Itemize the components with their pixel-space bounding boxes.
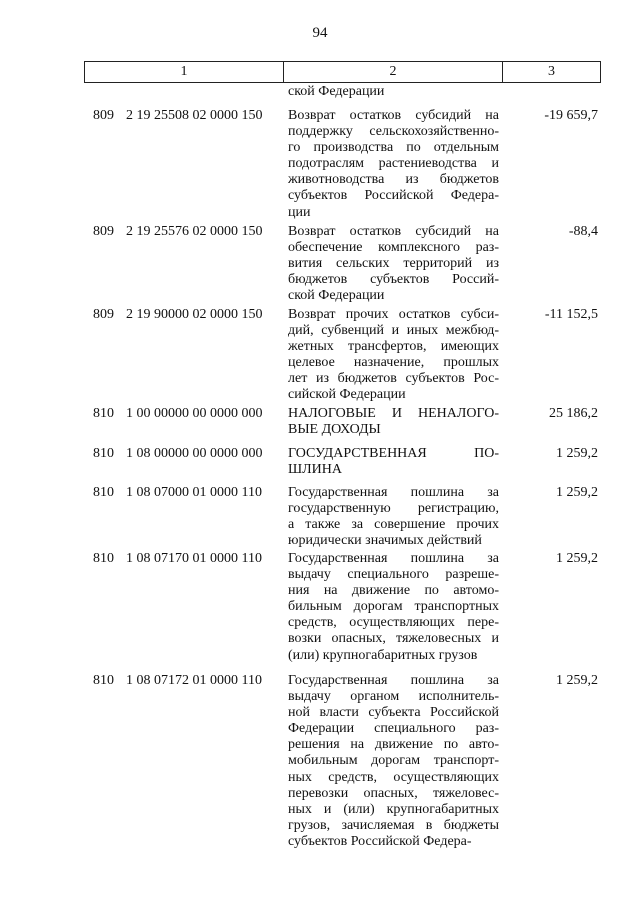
income-description (288, 108, 499, 221)
continuation-text (288, 84, 499, 100)
description-line: возки опасных, тяжеловесных и (288, 631, 499, 647)
description-line: Возврат остатков субсидий на (288, 108, 499, 123)
description-line: обеспечение комплексного раз- (288, 240, 499, 256)
income-description (288, 551, 499, 664)
description-line: сийской Федерации (288, 387, 406, 403)
income-description (288, 673, 499, 850)
income-description (288, 406, 499, 438)
description-line: ской Федерации (288, 288, 385, 304)
amount: -19 659,7 (544, 108, 598, 123)
header-col-2: 2 (284, 62, 503, 82)
budget-classification-code: 2 19 90000 02 0000 150 (126, 307, 263, 322)
description-line: а также за совершение прочих (288, 517, 499, 533)
description-line: вития сельских территорий из (288, 256, 499, 272)
admin-code: 810 (93, 551, 114, 566)
description-line: мобильным дорогам транспорт- (288, 753, 499, 769)
description-line: Государственная пошлина за (288, 551, 499, 566)
admin-code: 810 (93, 446, 114, 461)
budget-classification-code: 1 08 00000 00 0000 000 (126, 446, 263, 461)
budget-classification-code: 1 08 07000 01 0000 110 (126, 485, 262, 500)
description-line: ной власти субъекта Российской (288, 705, 499, 721)
description-line: ГОСУДАРСТВЕННАЯ ПО- (288, 446, 499, 461)
admin-code: 810 (93, 673, 114, 688)
description-line: дий, субвенций и иных межбюд- (288, 323, 499, 339)
income-description (288, 307, 499, 404)
table-header (84, 61, 601, 83)
description-line: Возврат прочих остатков субси- (288, 307, 499, 322)
description-line: выдачу органом исполнитель- (288, 689, 499, 705)
income-description (288, 485, 499, 549)
admin-code: 809 (93, 224, 114, 239)
description-line: жетных трансфертов, имеющих (288, 339, 499, 355)
amount: 1 259,2 (556, 485, 598, 500)
description-line: юридически значимых действий (288, 533, 482, 549)
description-line: государственную регистрацию, (288, 501, 499, 517)
amount: 1 259,2 (556, 673, 598, 688)
description-line: субъектов Российской Федера- (288, 833, 472, 849)
description-line: Государственная пошлина за (288, 673, 499, 688)
description-line: Государственная пошлина за (288, 485, 499, 500)
amount: 1 259,2 (556, 551, 598, 566)
description-line: выдачу специального разреше- (288, 567, 499, 583)
header-col-3: 3 (548, 64, 555, 79)
description-line: ных и (или) крупногабаритных (288, 801, 499, 817)
description-line: поддержку сельскохозяйственно- (288, 124, 499, 140)
budget-classification-code: 1 00 00000 00 0000 000 (126, 406, 263, 421)
budget-classification-code: 2 19 25508 02 0000 150 (126, 108, 263, 123)
amount: -88,4 (568, 224, 598, 239)
budget-classification-code: 2 19 25576 02 0000 150 (126, 224, 263, 239)
description-line: Федерации специального раз- (288, 721, 499, 737)
description-line: грузов, зачисляемая в бюджеты (288, 817, 499, 833)
admin-code: 810 (93, 485, 114, 500)
description-line: средств, осуществляющих пере- (288, 615, 499, 631)
description-line: лет из бюджетов субъектов Рос- (288, 371, 499, 387)
admin-code: 809 (93, 307, 114, 322)
description-line: подотраслям растениеводства и (288, 156, 499, 172)
description-line: (или) крупногабаритных грузов (288, 647, 478, 663)
amount: -11 152,5 (544, 307, 598, 322)
header-col-1: 1 (85, 62, 284, 82)
description-line: решения на движение по авто- (288, 737, 499, 753)
admin-code: 810 (93, 406, 114, 421)
amount: 1 259,2 (556, 446, 598, 461)
description-line: бюджетов субъектов Россий- (288, 272, 499, 288)
description-line: ВЫЕ ДОХОДЫ (288, 422, 381, 438)
budget-classification-code: 1 08 07172 01 0000 110 (126, 673, 262, 688)
description-line: ШЛИНА (288, 462, 342, 478)
description-line: бильным дорогам транспортных (288, 599, 499, 615)
description-line: ных средств, осуществляющих (288, 769, 499, 785)
budget-classification-code: 1 08 07170 01 0000 110 (126, 551, 262, 566)
description-line: субъектов Российской Федера- (288, 188, 499, 204)
description-line: перевозки опасных, тяжеловес- (288, 785, 499, 801)
description-line: ния на движение по автомо- (288, 583, 499, 599)
description-line: ской Федерации (288, 84, 385, 99)
description-line: го производства по отдельным (288, 140, 499, 156)
income-description (288, 224, 499, 304)
admin-code: 809 (93, 108, 114, 123)
description-line: Возврат остатков субсидий на (288, 224, 499, 239)
description-line: НАЛОГОВЫЕ И НЕНАЛОГО- (288, 406, 499, 421)
description-line: целевое назначение, прошлых (288, 355, 499, 371)
description-line: животноводства из бюджетов (288, 172, 499, 188)
page-number: 94 (312, 25, 328, 41)
income-description (288, 446, 499, 478)
description-line: ции (288, 204, 311, 220)
amount: 25 186,2 (549, 406, 598, 421)
